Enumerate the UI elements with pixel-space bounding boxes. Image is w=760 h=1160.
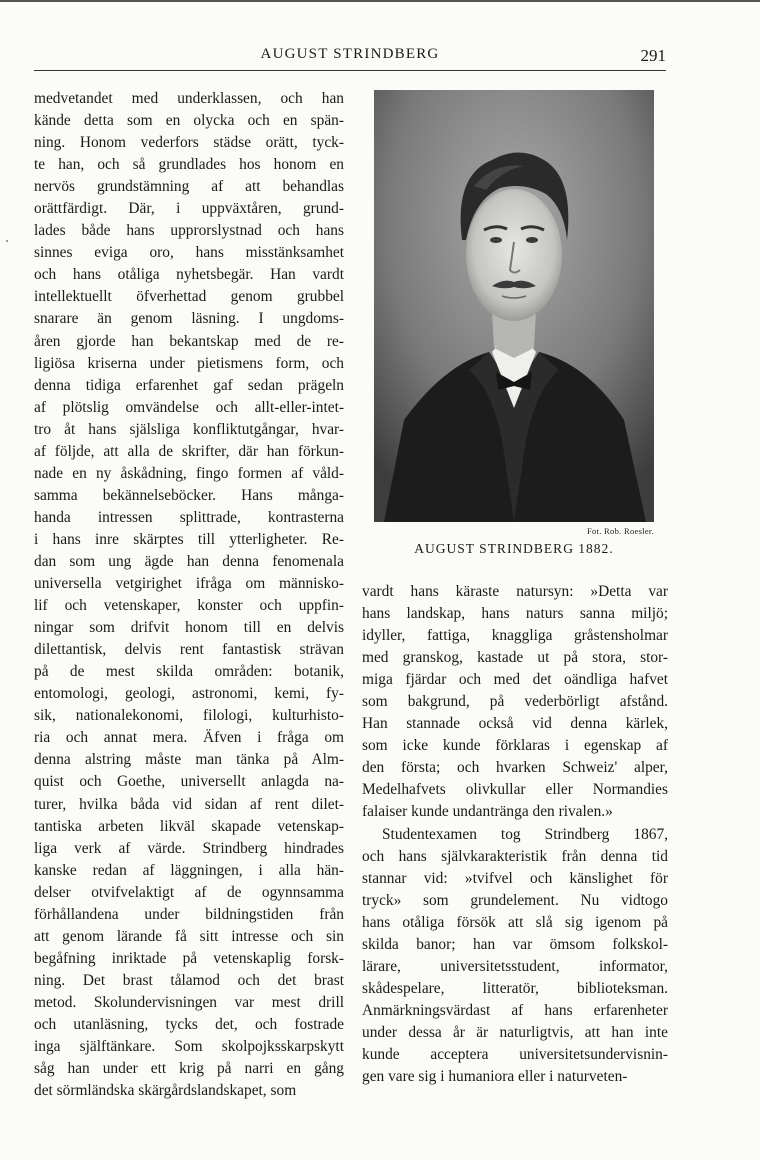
portrait-photo-icon xyxy=(374,90,654,522)
text-line: kunde acceptera universitetsundervisnin- xyxy=(362,1045,668,1063)
text-line: som icke kunde förklaras i egenskap af xyxy=(362,737,668,755)
text-line: med granskog, kastade ut på stora, stor- xyxy=(362,649,668,667)
text-line: liga verk af värde. Strindberg hindrades xyxy=(34,839,344,857)
page-number: 291 xyxy=(640,46,666,65)
text-line: turer, hvilka båda vid sidan af rent dilet- xyxy=(34,795,344,813)
text-line: lif och vetenskaper, konster och uppfin- xyxy=(34,597,344,615)
text-line: tro åt hans själsliga konfliktutgångar, hvar- xyxy=(34,420,344,438)
text-line: delser otvifvelaktigt af de ogynnsamma xyxy=(34,883,344,901)
text-line: idyller, fattiga, knaggliga gråstensholmar xyxy=(362,627,668,645)
left-text-column xyxy=(34,88,344,1102)
text-line: Studentexamen tog Strindberg 1867, xyxy=(382,825,668,843)
text-line: snarare än genom läsning. I ungdoms- xyxy=(34,310,344,328)
running-head: AUGUST STRINDBERG xyxy=(260,46,440,62)
text-line: entomologi, geologi, astronomi, kemi, fy- xyxy=(34,685,344,703)
text-line: hans otåliga försök att slå sig igenom på xyxy=(362,913,668,931)
text-line: skilda banor; han var ömsom folkskol- xyxy=(362,935,668,953)
text-line: universella vetgirighet ifråga om människo- xyxy=(34,575,344,593)
text-line: quist och Goethe, universellt anlagda na- xyxy=(34,773,344,791)
text-line: begåfning inriktade på vetenskaplig forsk- xyxy=(34,949,344,967)
text-line: och hans otåliga nyhetsbegär. Han vardt xyxy=(34,266,344,284)
text-line: sinnes eviga oro, hans misstänksamhet xyxy=(34,244,344,262)
text-line: under dessa år är naturligtvis, att han inte xyxy=(362,1023,668,1041)
text-line: intellektuellt öfverhettad genom grubbel xyxy=(34,288,344,306)
text-line: denna alstring måste man tänka på Alm- xyxy=(34,751,344,769)
text-line: och utanläsning, tycks det, och fostrade xyxy=(34,1015,344,1033)
text-line: falaiser kunde undantränga den rivalen.» xyxy=(362,803,613,821)
text-line: te han, och så grundlades hos honom en xyxy=(34,156,344,174)
text-line: hans landskap, hans naturs sanna miljö; xyxy=(362,605,668,623)
text-line: stannar vid: »tvifvel och känslighet för xyxy=(362,869,668,887)
text-line: ning. Det brast tålamod och det brast xyxy=(34,971,344,989)
text-line: orättfärdigt. Där, i uppväxtåren, grund- xyxy=(34,200,344,218)
text-line: och hans självkarakteristik från denna tid xyxy=(362,847,668,865)
text-line: i hans inre skärptes till ytterligheter. Re- xyxy=(34,530,344,548)
text-line: ria och annat mera. Äfven i fråga om xyxy=(34,729,344,747)
portrait-photo xyxy=(374,90,654,522)
text-line: lärare, universitetsstudent, informator, xyxy=(362,957,668,975)
text-line: ning. Honom vederfors städse orätt, tyck- xyxy=(34,134,344,152)
text-line: inga själftänkare. Som skolpojksskarpskytt xyxy=(34,1038,344,1056)
text-line: tantiska arbeten likväl skapade vetenskap- xyxy=(34,817,344,835)
text-line: samma bekännelseböcker. Hans många- xyxy=(34,486,344,504)
text-line: den första; och hvarken Schweiz' alper, xyxy=(362,759,668,777)
text-line: dilettantisk, delvis rent fantastisk strävan xyxy=(34,641,344,659)
portrait-figure xyxy=(374,90,654,557)
text-line: denna tidiga erfarenhet gaf sedan prägeln xyxy=(34,376,344,394)
text-line: metod. Skolundervisningen var mest drill xyxy=(34,993,344,1011)
text-line: medvetandet med underklassen, och han xyxy=(34,90,344,107)
margin-speck xyxy=(6,240,8,242)
text-line: nade en ny åskådning, fingo formen af våld- xyxy=(34,464,344,482)
text-line: som bakgrund, på vederbörligt afstånd. xyxy=(362,693,668,711)
page-header xyxy=(34,46,666,70)
text-line: af plötslig omvändelse och allt-eller-intet- xyxy=(34,398,344,416)
text-line: ligiösa kriserna under pietismens form, och xyxy=(34,354,344,372)
text-line: Medelhafvets olivkullar eller Normandies xyxy=(362,781,668,799)
text-line: kanske redan af läggningen, i alla hän- xyxy=(34,861,344,879)
text-line: nervös grundstämning af att behandlas xyxy=(34,178,344,196)
text-line: sik, nationalekonomi, filologi, kulturhisto- xyxy=(34,707,344,725)
text-line: att genom lärande få sitt intresse och sin xyxy=(34,927,344,945)
text-line: af följde, att alla de skrifter, där han förkun- xyxy=(34,442,344,460)
text-line: dan som ung ägde han denna fenomenala xyxy=(34,552,344,570)
text-line: skådespelare, litteratör, biblioteksman. xyxy=(362,979,668,997)
text-line: gen vare sig i humaniora eller i naturveten- xyxy=(362,1068,628,1086)
text-line: såg han under ett krig på narri en gång xyxy=(34,1060,344,1078)
text-line: tryck» som grundelement. Nu vidtogo xyxy=(362,891,668,909)
right-text-column xyxy=(362,581,668,1088)
text-line: Anmärkningsvärdast af hans erfarenheter xyxy=(362,1001,668,1019)
photo-credit: Fot. Rob. Roesler. xyxy=(586,526,654,536)
text-line: vardt hans käraste natursyn: »Detta var xyxy=(362,583,668,600)
page-edge-rule xyxy=(0,0,760,2)
figure-caption: AUGUST STRINDBERG 1882. xyxy=(414,541,614,556)
text-line: Han stannade också vid denna kärlek, xyxy=(362,715,668,733)
text-line: ningar som drifvit honom till en delvis xyxy=(34,619,344,637)
text-line: lades både hans upprorslystnad och hans xyxy=(34,222,344,240)
text-line: handa intressen splittrade, kontrasterna xyxy=(34,508,344,526)
text-line: på de mest skilda områden: botanik, xyxy=(34,663,344,681)
text-line: kände detta som en olycka och en spän- xyxy=(34,112,344,130)
text-line: det sörmländska skärgårdslandskapet, som xyxy=(34,1082,297,1100)
text-line: åren gjorde han bekantskap med de re- xyxy=(34,332,344,350)
text-line: miga fjärdar och med det oändliga hafvet xyxy=(362,671,668,689)
text-line: förhållandena under bildningstiden från xyxy=(34,905,344,923)
header-rule xyxy=(34,70,666,71)
